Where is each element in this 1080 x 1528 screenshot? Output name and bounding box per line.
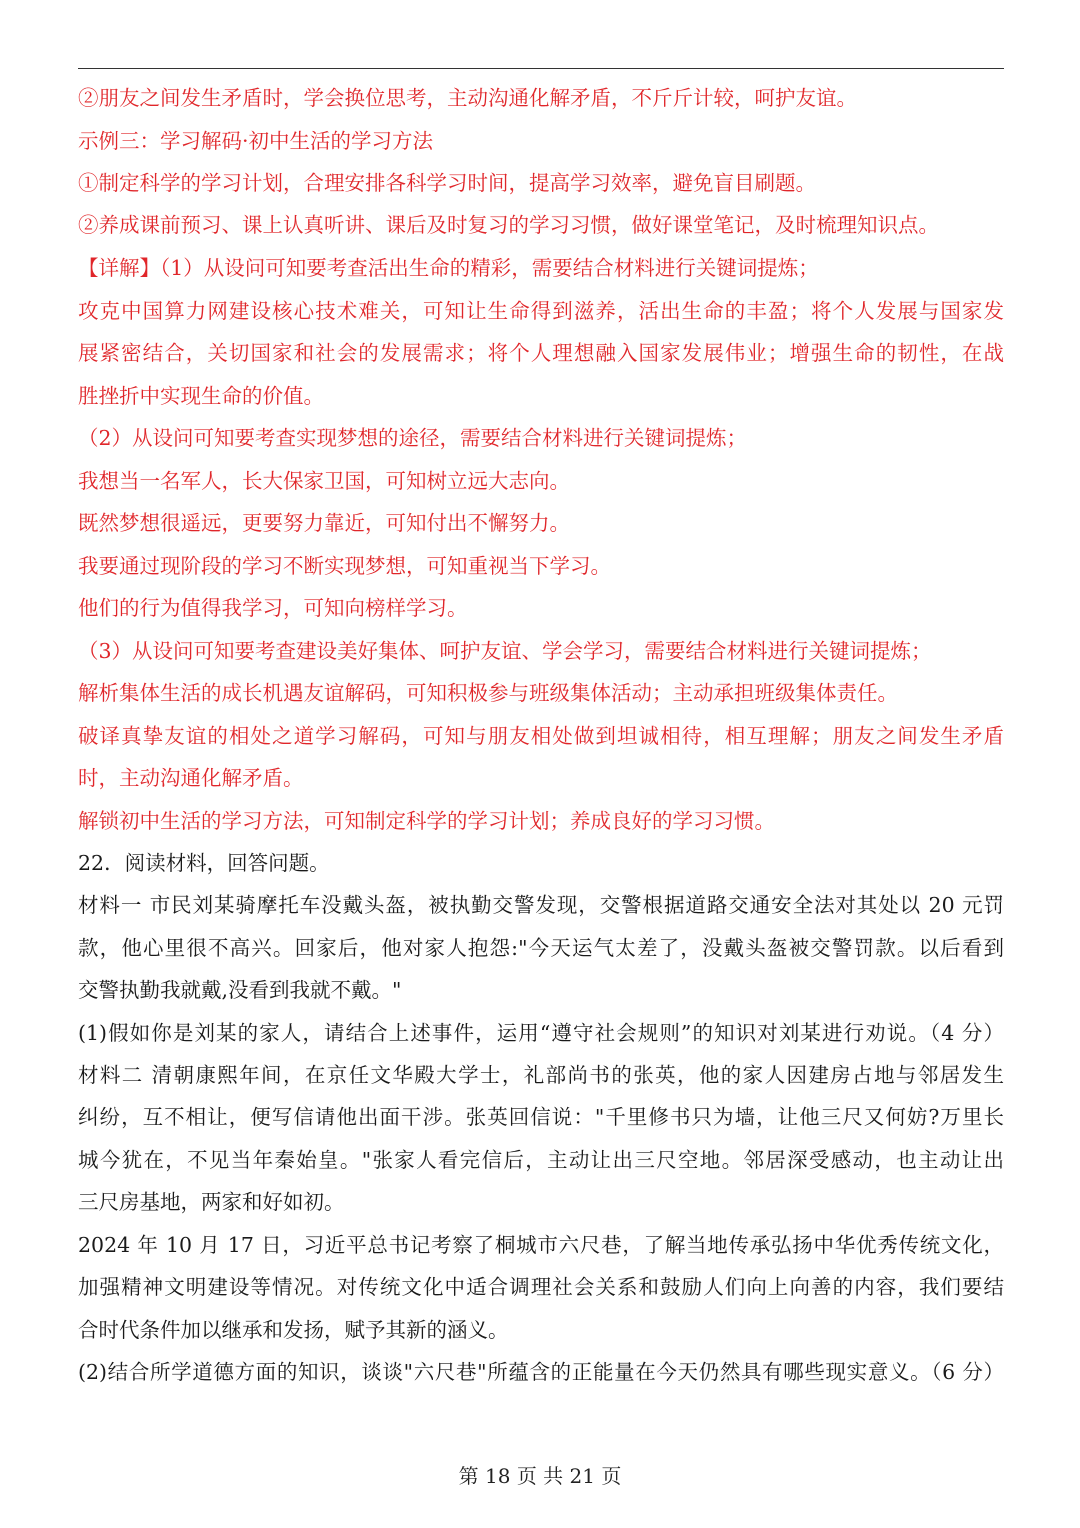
material-line: 城今犹在，不见当年秦始皇。"张家人看完信后，主动让出三尺空地。邻居深受感动，也主动让出 [78, 1148, 1004, 1172]
material-line: 合时代条件加以继承和发扬，赋予其新的涵义。 [78, 1318, 509, 1342]
answer-line: 既然梦想很遥远，更要努力靠近，可知付出不懈努力。 [78, 511, 570, 535]
answer-line: 攻克中国算力网建设核心技术难关，可知让生命得到滋养，活出生命的丰盈；将个人发展与国家发 [78, 299, 1004, 323]
answer-line: 我想当一名军人，长大保家卫国，可知树立远大志向。 [78, 469, 570, 493]
material-line: 交警执勤我就戴,没看到我就不戴。" [78, 978, 402, 1002]
page-number: 第 18 页 共 21 页 [458, 1464, 622, 1488]
answer-line: 解析集体生活的成长机遇友谊解码，可知积极参与班级集体活动；主动承担班级集体责任。 [78, 681, 898, 705]
answer-line: （2）从设问可知要考查实现梦想的途径，需要结合材料进行关键词提炼； [78, 426, 748, 450]
material-line: 材料一 市民刘某骑摩托车没戴头盔，被执勤交警发现，交警根据道路交通安全法对其处以 20 元罚 [78, 893, 1004, 917]
answer-line: 破译真挚友谊的相处之道学习解码，可知与朋友相处做到坦诚相待，相互理解；朋友之间发生矛盾 [78, 724, 1004, 748]
material-line: 2024 年 10 月 17 日，习近平总书记考察了桐城市六尺巷，了解当地传承弘扬中华优秀传统文化， [78, 1233, 1004, 1257]
answer-line: 示例三：学习解码·初中生活的学习方法 [78, 129, 434, 153]
material-line: 材料二 清朝康熙年间，在京任文华殿大学士，礼部尚书的张英，他的家人因建房占地与邻居发生 [78, 1063, 1004, 1087]
answer-line: 解锁初中生活的学习方法，可知制定科学的学习计划；养成良好的学习习惯。 [78, 809, 775, 833]
header-rule [78, 68, 1004, 69]
answer-line: ②养成课前预习、课上认真听讲、课后及时复习的学习习惯，做好课堂笔记，及时梳理知识点。 [78, 213, 939, 237]
answer-line: 展紧密结合，关切国家和社会的发展需求；将个人理想融入国家发展伟业；增强生命的韧性，在战 [78, 341, 1004, 365]
answer-line: （3）从设问可知要考查建设美好集体、呵护友谊、学会学习，需要结合材料进行关键词提炼； [78, 639, 932, 663]
question-line: (2)结合所学道德方面的知识，谈谈"六尺巷"所蕴含的正能量在今天仍然具有哪些现实意义。（6 分） [78, 1360, 1004, 1384]
material-line: 款，他心里很不高兴。回家后，他对家人抱怨:"今天运气太差了，没戴头盔被交警罚款。以后看到 [78, 936, 1004, 960]
answer-line: 我要通过现阶段的学习不断实现梦想，可知重视当下学习。 [78, 554, 611, 578]
material-line: 三尺房基地，两家和好如初。 [78, 1190, 345, 1214]
question-line: (1)假如你是刘某的家人，请结合上述事件，运用“遵守社会规则”的知识对刘某进行劝说。（4 分） [78, 1021, 1004, 1045]
answer-line: ①制定科学的学习计划，合理安排各科学习时间，提高学习效率，避免盲目刷题。 [78, 171, 816, 195]
material-line: 加强精神文明建设等情况。对传统文化中适合调理社会关系和鼓励人们向上向善的内容，我们要结 [78, 1275, 1004, 1299]
material-line: 纠纷，互不相让，便写信请他出面干涉。张英回信说："千里修书只为墙，让他三尺又何妨?万里长 [78, 1105, 1004, 1129]
answer-line: 胜挫折中实现生命的价值。 [78, 384, 324, 408]
question-heading: 22．阅读材料，回答问题。 [78, 851, 330, 875]
answer-line: 他们的行为值得我学习，可知向榜样学习。 [78, 596, 468, 620]
answer-line: 时，主动沟通化解矛盾。 [78, 766, 304, 790]
explanation-heading: 【详解】（1）从设问可知要考查活出生命的精彩，需要结合材料进行关键词提炼； [78, 256, 819, 280]
answer-line: ②朋友之间发生矛盾时，学会换位思考，主动沟通化解矛盾，不斤斤计较，呵护友谊。 [78, 86, 857, 110]
